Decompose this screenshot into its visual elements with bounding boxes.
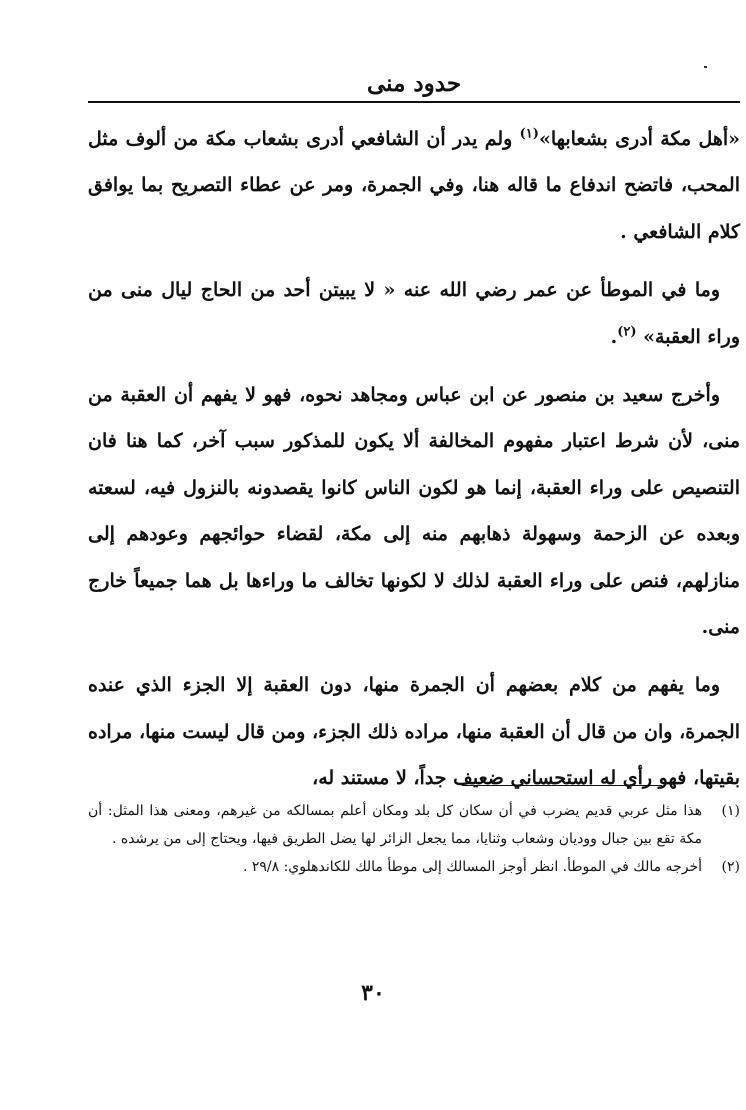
paragraph-4-text: وما يفهم من كلام بعضهم أن الجمرة منها، دون العقبة إلا الجزء الذي عنده الجمرة، وان من قال أن العقبة منها، مراده ذلك الجزء، ومن قال ليست منها، مراده بقيتها، فهو رأي له استحساني ضعيف جداً، لا مستند له، bbox=[88, 674, 740, 790]
footnote-text: أخرجه مالك في الموطأ. انظر أوجز المسالك إلى موطأ مالك للكاندهلوي: ٢٩/٨ . bbox=[242, 859, 702, 875]
paragraph-2 bbox=[88, 267, 740, 360]
footnote-text: هذا مثل عربي قديم يضرب في أن سكان كل بلد ومكان أعلم بمسالكه من غيرهم، ومعنى هذا المثل: أن مكة تقع بين جبال ووديان وشعاب وثنايا، مما يجعل الزائر لها يضل الطريق فيها، ويحتاج إلى من يرشده . bbox=[88, 803, 702, 847]
paragraph-2-text: وما في الموطأ عن عمر رضي الله عنه « لا يبيتن أحد من الحاج ليال منى من وراء العقبة» bbox=[88, 279, 740, 348]
paragraph-4 bbox=[88, 662, 740, 801]
running-header: حدود منى bbox=[366, 70, 462, 97]
paragraph-2-end: . bbox=[610, 325, 618, 348]
footnote-rule bbox=[462, 785, 662, 786]
paragraph-1 bbox=[88, 116, 740, 255]
footnote-1 bbox=[88, 797, 740, 853]
footnote-ref-2[interactable]: (٢) bbox=[617, 324, 637, 340]
footnote-ref-1[interactable]: (١) bbox=[519, 126, 539, 142]
paragraph-3 bbox=[88, 372, 740, 650]
page-number: ٣٠ bbox=[361, 980, 385, 1006]
footnote-number: (٢) bbox=[721, 859, 740, 875]
paragraph-1-text: ولم يدر أن الشافعي أدرى بشعاب مكة من ألوف مثل المحب، فاتضح اندفاع ما قاله هنا، وفي الجمرة، ومر عن عطاء التصريح بما يوافق كلام الشافعي . bbox=[88, 128, 740, 243]
margin-mark bbox=[704, 66, 707, 68]
footnote-2 bbox=[88, 853, 740, 881]
footnotes bbox=[88, 797, 740, 881]
paragraph-3-text: وأخرج سعيد بن منصور عن ابن عباس ومجاهد نحوه، فهو لا يفهم أن العقبة من منى، لأن شرط اعتبار مفهوم المخالفة ألا يكون للمذكور سبب آخر، كما هنا فان التنصيص على وراء العقبة، إنما هو لكون الناس كانوا يقصدونه بالنزول فيه، لسعته وبعده عن الزحمة وسهولة ذهابهم منه إلى مكة، لقضاء حوائجهم وعودهم إلى منازلهم، فنص على وراء العقبة لذلك لا لكونها تخالف ما وراءها بل هما جميعاً خارج منى. bbox=[88, 384, 740, 639]
body-text bbox=[88, 116, 740, 814]
footnote-number: (١) bbox=[721, 803, 740, 819]
proverb-quote: «أهل مكة أدرى بشعابها» bbox=[538, 128, 741, 150]
header-rule bbox=[88, 101, 740, 103]
